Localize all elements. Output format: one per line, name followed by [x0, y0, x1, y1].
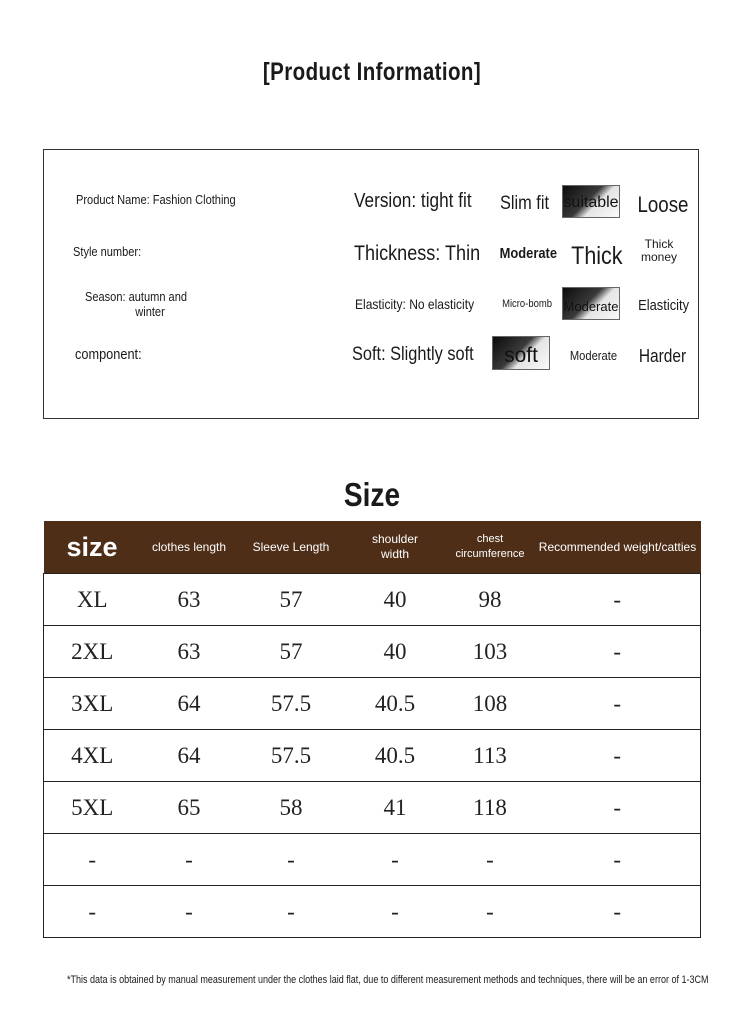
- option-loose: Loose: [637, 192, 689, 217]
- cell-weight: -: [535, 782, 701, 834]
- elasticity-label: Elasticity: No elasticity: [355, 296, 475, 312]
- option-soft-selected: [492, 336, 550, 370]
- option-moderate-elasticity-text: Moderate: [563, 299, 619, 314]
- cell-sleeve-length: 57.5: [238, 678, 345, 730]
- cell-chest: 113: [446, 730, 535, 782]
- cell-weight: -: [535, 626, 701, 678]
- option-moderate-thickness: Moderate: [499, 245, 558, 262]
- cell-weight: -: [535, 886, 701, 938]
- option-micro-bomb: Micro-bomb: [502, 298, 553, 310]
- cell-chest: 103: [446, 626, 535, 678]
- option-moderate-elasticity-selected: [562, 287, 620, 320]
- cell-sleeve-length: 57: [238, 626, 345, 678]
- header-shoulder-line-2: width: [380, 547, 409, 561]
- size-table-row: [44, 574, 701, 626]
- cell-chest: 108: [446, 678, 535, 730]
- cell-weight: -: [535, 574, 701, 626]
- season-label: [85, 289, 187, 319]
- cell-clothes-length: 64: [141, 678, 238, 730]
- header-recommended-weight: Recommended weight/catties: [535, 521, 701, 574]
- thickness-label: Thickness: Thin: [354, 242, 481, 265]
- cell-sleeve-length: 57: [238, 574, 345, 626]
- option-slim-fit: Slim fit: [499, 193, 550, 214]
- cell-shoulder-width: 40: [345, 574, 446, 626]
- thick-money-line-2: money: [641, 249, 678, 264]
- product-name-label: Product Name: Fashion Clothing: [76, 192, 236, 207]
- header-shoulder-width: [345, 521, 446, 574]
- cell-size: -: [44, 886, 141, 938]
- cell-size: XL: [44, 574, 141, 626]
- size-table-row: [44, 730, 701, 782]
- size-table-row: [44, 834, 701, 886]
- cell-size: 4XL: [44, 730, 141, 782]
- option-elasticity: Elasticity: [638, 297, 690, 314]
- cell-chest: 118: [446, 782, 535, 834]
- cell-shoulder-width: 40.5: [345, 678, 446, 730]
- thick-money-line-1: Thick: [644, 237, 674, 251]
- header-sleeve-length: Sleeve Length: [238, 521, 345, 574]
- size-table-row: [44, 626, 701, 678]
- header-shoulder-line-1: shoulder: [371, 532, 419, 546]
- product-info-title: [Product Information]: [262, 58, 482, 86]
- header-chest-line-2: circumference: [455, 548, 525, 560]
- size-table-row: [44, 886, 701, 938]
- measurement-footnote: *This data is obtained by manual measurement under the clothes laid flat, due to different measurement methods and techniques, there will be an error of 1-3CM: [66, 974, 709, 986]
- cell-shoulder-width: -: [345, 834, 446, 886]
- option-harder: Harder: [638, 346, 687, 366]
- cell-shoulder-width: 41: [345, 782, 446, 834]
- size-section-title: Size: [343, 476, 401, 513]
- cell-clothes-length: 65: [141, 782, 238, 834]
- cell-sleeve-length: -: [238, 834, 345, 886]
- cell-clothes-length: 63: [141, 626, 238, 678]
- size-table: [43, 521, 701, 938]
- cell-weight: -: [535, 730, 701, 782]
- cell-shoulder-width: 40: [345, 626, 446, 678]
- component-label: component:: [75, 346, 142, 363]
- option-soft-text: soft: [504, 344, 538, 367]
- option-thick-money: [641, 238, 677, 263]
- cell-chest: 98: [446, 574, 535, 626]
- header-size: size: [44, 521, 141, 574]
- cell-weight: -: [535, 678, 701, 730]
- option-moderate-soft: Moderate: [569, 348, 618, 363]
- cell-sleeve-length: 57.5: [238, 730, 345, 782]
- cell-shoulder-width: 40.5: [345, 730, 446, 782]
- cell-clothes-length: 64: [141, 730, 238, 782]
- header-chest-circumference: [446, 521, 535, 574]
- cell-shoulder-width: -: [345, 886, 446, 938]
- cell-size: 2XL: [44, 626, 141, 678]
- cell-clothes-length: -: [141, 834, 238, 886]
- season-line-2: winter: [135, 304, 165, 319]
- cell-sleeve-length: -: [238, 886, 345, 938]
- style-number-label: Style number:: [73, 244, 142, 259]
- cell-clothes-length: 63: [141, 574, 238, 626]
- version-label: Version: tight fit: [354, 190, 472, 212]
- size-table-row: [44, 678, 701, 730]
- option-suitable-text: suitable: [563, 194, 619, 211]
- cell-chest: -: [446, 834, 535, 886]
- cell-size: -: [44, 834, 141, 886]
- header-clothes-length: clothes length: [141, 521, 238, 574]
- option-thick: Thick: [571, 242, 623, 270]
- size-table-row: [44, 782, 701, 834]
- soft-label: Soft: Slightly soft: [352, 344, 474, 365]
- cell-chest: -: [446, 886, 535, 938]
- cell-sleeve-length: 58: [238, 782, 345, 834]
- cell-size: 3XL: [44, 678, 141, 730]
- season-line-1: Season: autumn and: [85, 289, 187, 304]
- option-suitable-selected: [562, 185, 620, 218]
- header-chest-line-1: chest: [476, 533, 504, 545]
- cell-size: 5XL: [44, 782, 141, 834]
- cell-clothes-length: -: [141, 886, 238, 938]
- product-info-box: [43, 149, 699, 419]
- size-table-header-row: [44, 521, 701, 574]
- cell-weight: -: [535, 834, 701, 886]
